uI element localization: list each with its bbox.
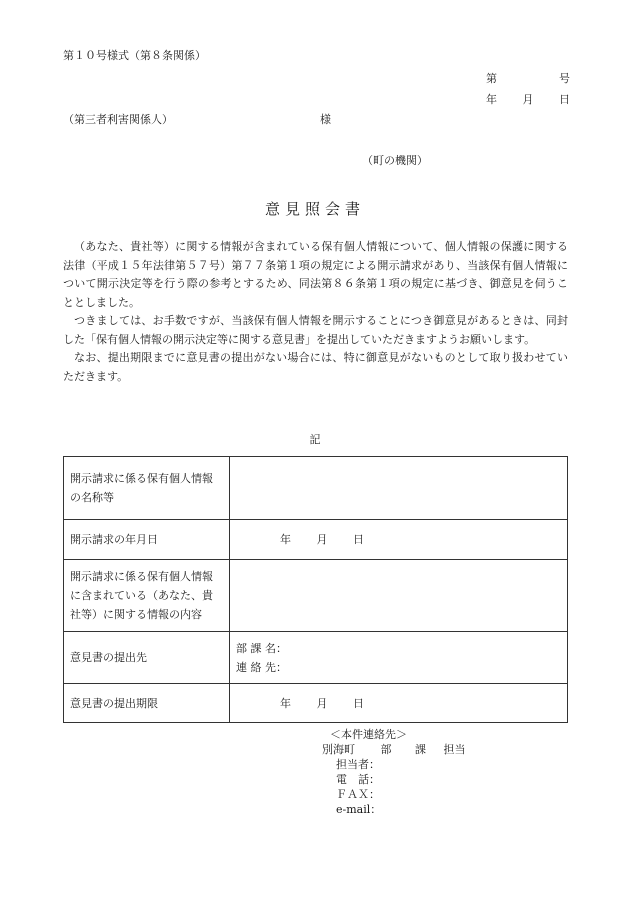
contact-ka: 課 (415, 743, 426, 756)
addressee-honorific: 様 (320, 113, 331, 126)
table-row (64, 520, 568, 560)
document-number (486, 70, 570, 86)
addressee-label: （第三者利害関係人） (63, 113, 173, 126)
body-paragraph-3: なお、提出期限までに意見書の提出がない場合には、特に御意見がないものとして取り扱わせていただきます。 (63, 351, 568, 383)
table-row (64, 457, 568, 520)
doc-number-prefix: 第 (486, 72, 497, 85)
submit-to-contact: 連 絡 先： (236, 660, 287, 674)
row-value-info-name (230, 457, 568, 520)
row-value-info-content (230, 560, 568, 632)
body-paragraph-1: （あなた、貴社等）に関する情報が含まれている保有個人情報について、個人情報の保護に関する法律（平成１５年法律第５７号）第７７条第１項の規定による開示請求があり、当該保有個人情報について開示決定等を行う際の参考とするため、同法第８６条第１項の規定に基づき、御意見を伺うこととしました。 (63, 240, 568, 309)
request-date-year: 年 (280, 533, 291, 546)
body-paragraph-2: つきましては、お手数ですが、当該保有個人情報を開示することにつき御意見があるときは、同封した「保有個人情報の開示決定等に関する意見書」を提出していただきますようお願いします。 (63, 314, 568, 346)
info-table (63, 456, 568, 723)
document-title: 意見照会書 (264, 200, 365, 218)
ki-heading: 記 (309, 433, 321, 446)
contact-block (322, 727, 466, 817)
row-label-submit-to: 意見書の提出先 (64, 632, 230, 684)
date-month: 月 (522, 93, 534, 106)
table-row (64, 632, 568, 684)
form-number: 第１０号様式（第８条関係） (63, 49, 206, 62)
row-value-request-date (230, 520, 568, 560)
table-row (64, 560, 568, 632)
contact-town: 別海町 (322, 743, 355, 756)
row-value-deadline (230, 684, 568, 723)
contact-tanto: 担当 (443, 743, 466, 756)
request-date-day: 日 (353, 533, 364, 546)
contact-dept-row (322, 742, 466, 757)
contact-heading: ＜本件連絡先＞ (330, 728, 407, 741)
deadline-year: 年 (280, 696, 291, 710)
row-label-info-name: 開示請求に係る保有個人情報の名称等 (64, 457, 230, 520)
deadline-month: 月 (316, 696, 328, 710)
date-year: 年 (486, 93, 497, 106)
body-text (63, 238, 568, 386)
contact-bu: 部 (380, 743, 392, 756)
issue-date (486, 91, 570, 107)
doc-number-suffix: 号 (559, 72, 570, 85)
row-label-deadline: 意見書の提出期限 (64, 684, 230, 723)
contact-email: e-mail： (336, 803, 382, 816)
table-row (64, 684, 568, 723)
contact-fax: ＦＡＸ： (336, 788, 380, 801)
submit-to-dept: 部 課 名： (236, 641, 287, 655)
contact-phone: 電 話： (336, 773, 380, 786)
issuer: （町の機関） (362, 154, 428, 167)
request-date-month: 月 (316, 533, 328, 546)
date-day: 日 (559, 93, 570, 106)
row-label-info-content: 開示請求に係る保有個人情報に含まれている（あなた、貴社等）に関する情報の内容 (64, 560, 230, 632)
row-label-request-date: 開示請求の年月日 (64, 520, 230, 560)
row-value-submit-to (230, 632, 568, 684)
deadline-day: 日 (353, 696, 364, 710)
contact-person: 担当者： (336, 758, 380, 771)
